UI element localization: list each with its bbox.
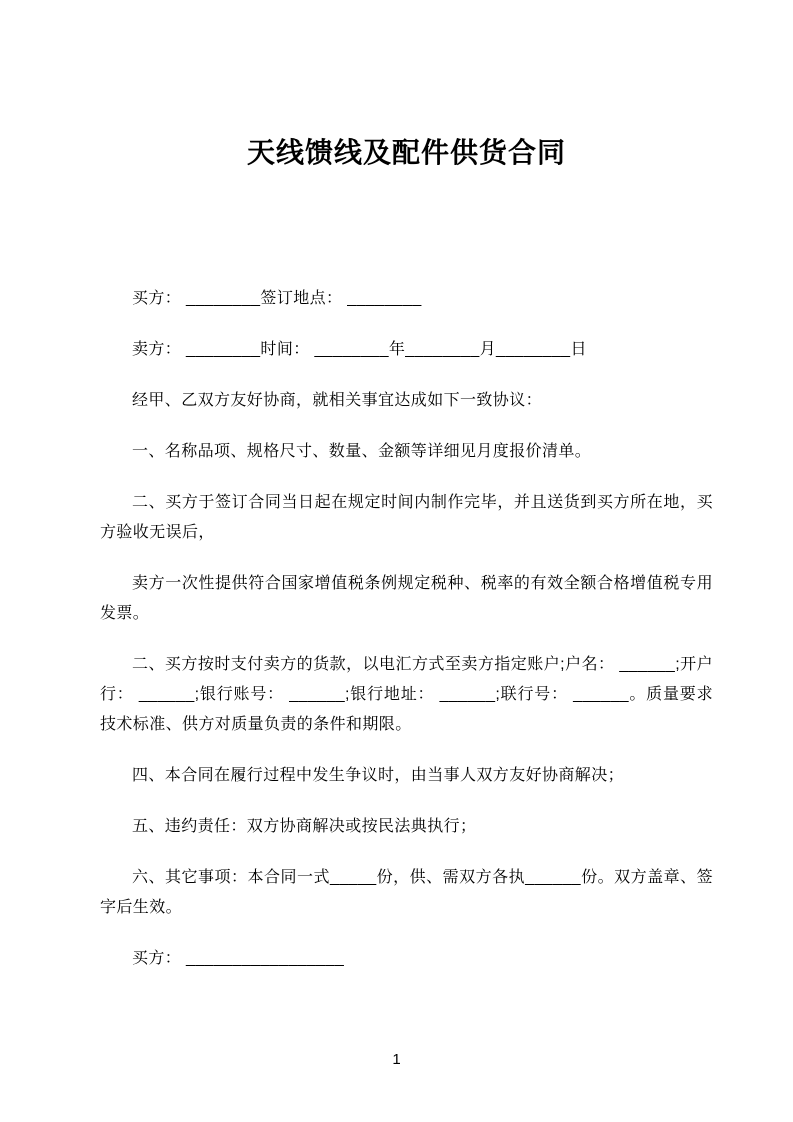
buyer-signing-location-line: 买方： ________签订地点： ________ <box>132 290 422 307</box>
clause-items-list: 一、名称品项、规格尺寸、数量、金额等详细见月度报价清单。 <box>132 443 592 460</box>
agreement-preamble: 经甲、乙双方友好协商，就相关事宜达成如下一致协议： <box>132 392 543 409</box>
clause-dispute-resolution: 四、本合同在履行过程中发生争议时，由当事人双方友好协商解决； <box>132 767 625 784</box>
page-number: 1 <box>392 1051 401 1068</box>
seller-date-line: 卖方： ________时间： ________年________月________日 <box>132 341 587 358</box>
buyer-signature-line: 买方： _________________ <box>132 950 345 967</box>
contract-title: 天线馈线及配件供货合同 <box>246 137 566 168</box>
clause-breach-liability: 五、违约责任：双方协商解决或按民法典执行； <box>132 818 477 835</box>
clause-miscellaneous: 六、其它事项：本合同一式_____份，供、需双方各执______份。双方盖章、签字后生效。 <box>100 869 713 916</box>
clause-invoice: 卖方一次性提供符合国家增值税条例规定税种、税率的有效全额合格增值税专用发票。 <box>100 575 713 622</box>
clause-payment-account: 二、买方按时支付卖方的货款，以电汇方式至卖方指定账户;户名： ______;开户行： ______;银行账号： ______;银行地址： ______;联行号： ______。质量要求技术标准、供方对质量负责的条件和期限。 <box>100 656 713 733</box>
clause-delivery: 二、买方于签订合同当日起在规定时间内制作完毕，并且送货到买方所在地，买方验收无误后， <box>100 494 713 541</box>
